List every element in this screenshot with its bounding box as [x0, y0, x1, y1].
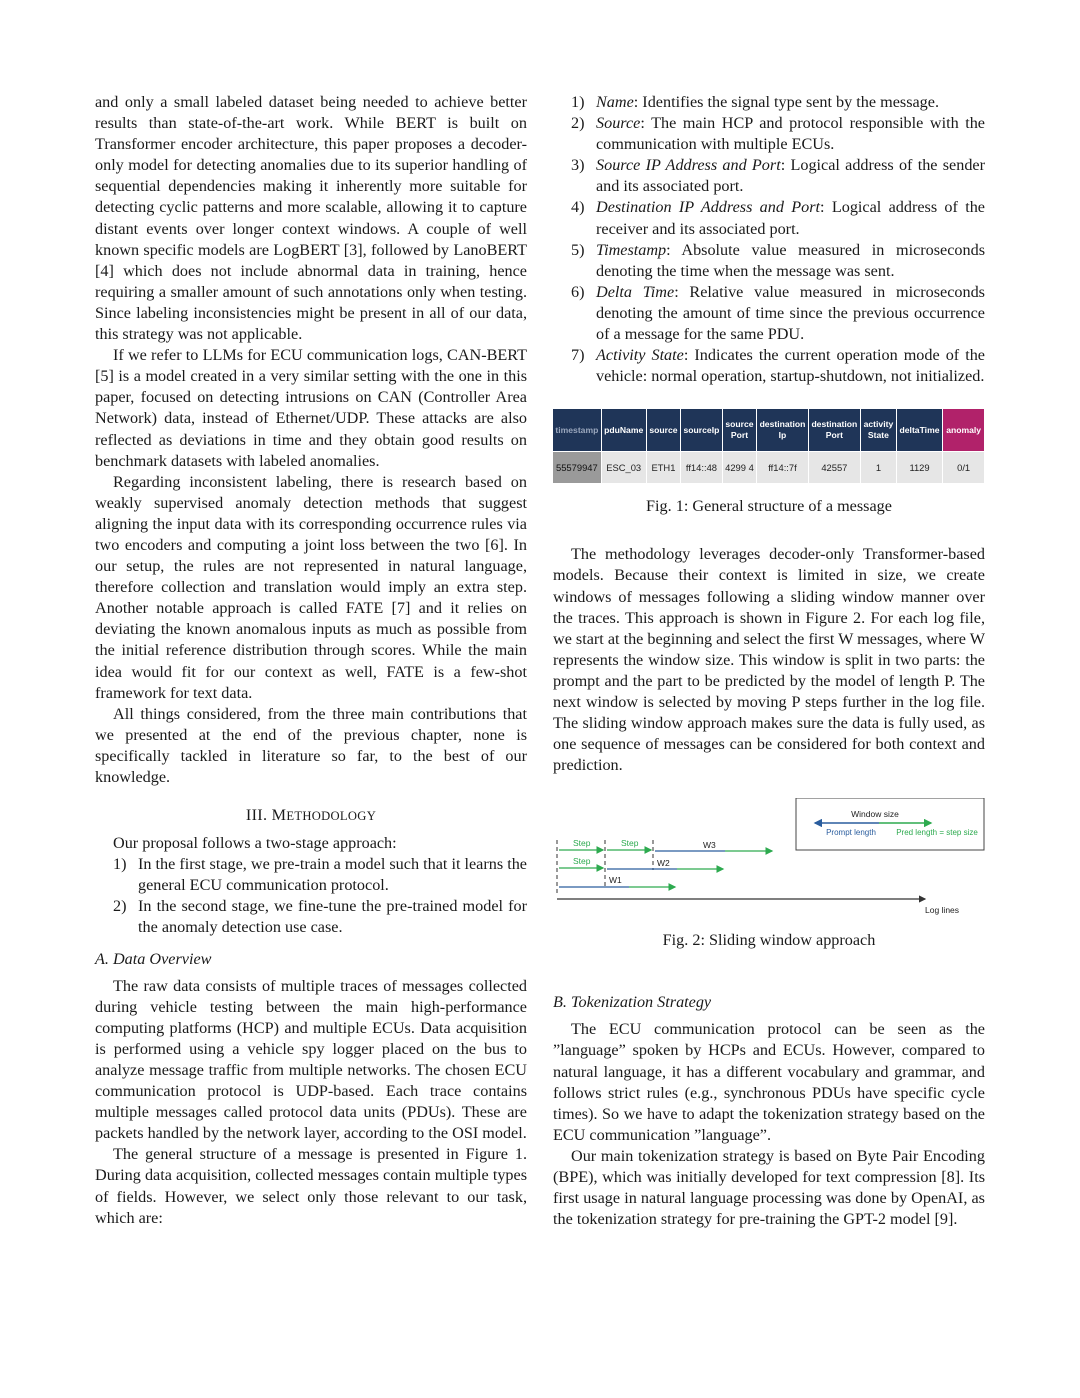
legend-box — [796, 798, 984, 850]
subsection-title-data-overview: A. Data Overview — [95, 949, 212, 968]
w1-label: W1 — [609, 875, 622, 886]
step-label: Step — [573, 856, 591, 867]
section-number: III. M — [245, 806, 287, 825]
table-row — [553, 452, 985, 484]
table-header: destination Port — [808, 409, 860, 452]
paragraph-related-work-3: Regarding inconsistent labeling, there is research based on weakly supervised anomaly detection methods that suggest aligning the input data with its corresponding occurrence rules via two encoders and computing a joint loss between the two [6]. In our setup, the rules are not represented in natural language, therefore collection and translation would imply an extra step. Another notable approach is called FATE [7] and it relies on deviating the known anomalous inputs as much as possible from the initial reference distribution through scores. While the main idea would fit for our context as well, FATE is a few-shot framework for text data. — [95, 472, 527, 702]
list-item: 6) Delta Time: Relative value measured in microseconds denoting the amount of time since the previous occurrence of a message for the same PDU. — [571, 282, 985, 344]
paragraph-message-structure: The general structure of a message is presented in Figure 1. During data acquisition, collected messages contain multiple types of fields. However, we select only those relevant to our task, which are: — [95, 1145, 527, 1227]
figure-1-caption: Fig. 1: General structure of a message — [646, 497, 892, 516]
log-lines-label: Log lines — [925, 905, 960, 916]
sliding-window-diagram — [553, 798, 985, 928]
paragraph-proposal: Our proposal follows a two-stage approach: — [113, 834, 397, 853]
table-header: source Port — [722, 409, 757, 452]
list-item: 4) Destination IP Address and Port: Logical address of the receiver and its associated port. — [571, 198, 985, 238]
table-header: timestamp — [553, 409, 601, 452]
left-column — [95, 92, 527, 1229]
table-cell: 1 — [861, 452, 897, 484]
table-header-row — [553, 409, 985, 452]
w2-label: W2 — [657, 858, 670, 869]
table-header: sourceIp — [681, 409, 722, 452]
figure-sliding-window — [553, 798, 985, 928]
step-label: Step — [573, 838, 591, 849]
figure-message-structure — [553, 409, 985, 517]
paragraph-tokenization-2: Our main tokenization strategy is based on Byte Pair Encoding (BPE), which was initially developed for text compression [8]. Its first usage in natural language processing was done by OpenAI, as the tokenization strategy for pre-training the GPT-2 model [9]. — [553, 1146, 985, 1229]
stages-list — [95, 854, 527, 938]
list-item: 1) In the first stage, we pre-train a model such that it learns the general ECU communication protocol. — [113, 855, 527, 895]
table-cell: 55579947 — [553, 452, 601, 484]
table-cell: ff14::7f — [757, 452, 808, 484]
table-cell: 0/1 — [943, 452, 985, 484]
table-header: source — [646, 409, 681, 452]
w3-label: W3 — [703, 840, 716, 851]
paragraph-methodology: The methodology leverages decoder-only Transformer-based models. Because their context is limited in size, we create windows of messages following a sliding window manner over the traces. This approach is shown in Figure 2. For each log file, we start at the beginning and select the first W messages, where W represents the window size. This window is split in two parts: the prompt and the part to be predicted by the model of length P. The next window is selected by moving P steps further in the log file. The sliding window approach makes sure the data is fully used, as one sequence of messages can be considered for both context and prediction. — [553, 545, 985, 775]
paragraph-data-overview: The raw data consists of multiple traces of messages collected during vehicle testing between the main high-performance computing platforms (HCP) and multiple ECUs. Data acquisition is performed using a vehicle spy logger placed on the bus to analyze message traffic from multiple networks. The chosen ECU communication protocol is UDP-based. Each trace contains multiple messages called protocol data units (PDUs). These are packets handled by the network layer, according to the OSI model. — [95, 976, 527, 1143]
table-header: destination Ip — [757, 409, 808, 452]
table-cell: 42557 — [808, 452, 860, 484]
prompt-length-label: Prompt length — [826, 828, 876, 838]
paragraph-related-work-1: and only a small labeled dataset being needed to achieve better results than state-of-the-art work. While BERT is built on Transformer encoder architecture, this paper proposes a decoder-only model for detecting anomalies due to its superior handling of sequential dependencies making it inherently more suitable for detecting cyclic patterns and more scalable, allowing it to capture distant events over longer context windows. A couple of well known specific models are LogBERT [3], followed by LanoBERT [4] which does not include abnormal data in training, hence requiring a smaller amount of such annotations only when testing. Since labeling inconsistencies might be present in all of our data, this strategy was not applicable. — [95, 93, 527, 344]
table-header: activity State — [861, 409, 897, 452]
table-header: deltaTime — [896, 409, 942, 452]
list-item: 2) Source: The main HCP and protocol responsible with the communication with multiple ECUs. — [571, 114, 985, 154]
fields-list — [553, 92, 985, 387]
subsection-title-tokenization: B. Tokenization Strategy — [553, 993, 712, 1012]
table-header: anomaly — [943, 409, 985, 452]
list-item: 7) Activity State: Indicates the current operation mode of the vehicle: normal operation, startup-shutdown, not initialized. — [571, 346, 985, 386]
step-label: Step — [621, 838, 639, 849]
table-cell: 4299 4 — [722, 452, 757, 484]
message-structure-table — [553, 409, 985, 483]
pred-length-label: Pred length = step size — [896, 828, 978, 838]
section-name: ETHODOLOGY — [286, 809, 377, 824]
list-item: 5) Timestamp: Absolute value measured in microseconds denoting the time when the message was sent. — [571, 240, 985, 280]
list-item: 1) Name: Identifies the signal type sent by the message. — [571, 93, 940, 111]
figure-2-caption: Fig. 2: Sliding window approach — [662, 931, 876, 950]
paragraph-tokenization-1: The ECU communication protocol can be seen as the ”language” spoken by HCPs and ECUs. However, compared to natural language, it has a different vocabulary and grammar, and follows strict rules (e.g., synchronous PDUs have specific cycle times). So we have to adapt the tokenization strategy based on the ECU communication ”language”. — [553, 1020, 985, 1144]
table-cell: 1129 — [896, 452, 942, 484]
right-column — [553, 92, 985, 1230]
table-cell: ETH1 — [646, 452, 681, 484]
table-cell: ESC_03 — [601, 452, 646, 484]
list-item: 2) In the second stage, we fine-tune the pre-trained model for the anomaly detection use case. — [113, 897, 527, 937]
table-header: pduName — [601, 409, 646, 452]
window-size-label: Window size — [851, 809, 899, 820]
paragraph-related-work-4: All things considered, from the three main contributions that we presented at the end of the previous chapter, none is specifically tackled in literature so far, to the best of our knowledge. — [95, 704, 527, 786]
list-item: 3) Source IP Address and Port: Logical address of the sender and its associated port. — [571, 156, 985, 196]
paragraph-related-work-2: If we refer to LLMs for ECU communication logs, CAN-BERT [5] is a model created in a very similar setting with the one in this paper, focused on detecting intrusions on CAN (Controller Area Network) data, instead of Ethernet/UDP. These attacks are also reflected as deviations in time and they obtain good results on benchmark datasets with labeled anomalies. — [95, 346, 527, 470]
table-cell: ff14::48 — [681, 452, 722, 484]
section-title-methodology — [95, 805, 527, 827]
